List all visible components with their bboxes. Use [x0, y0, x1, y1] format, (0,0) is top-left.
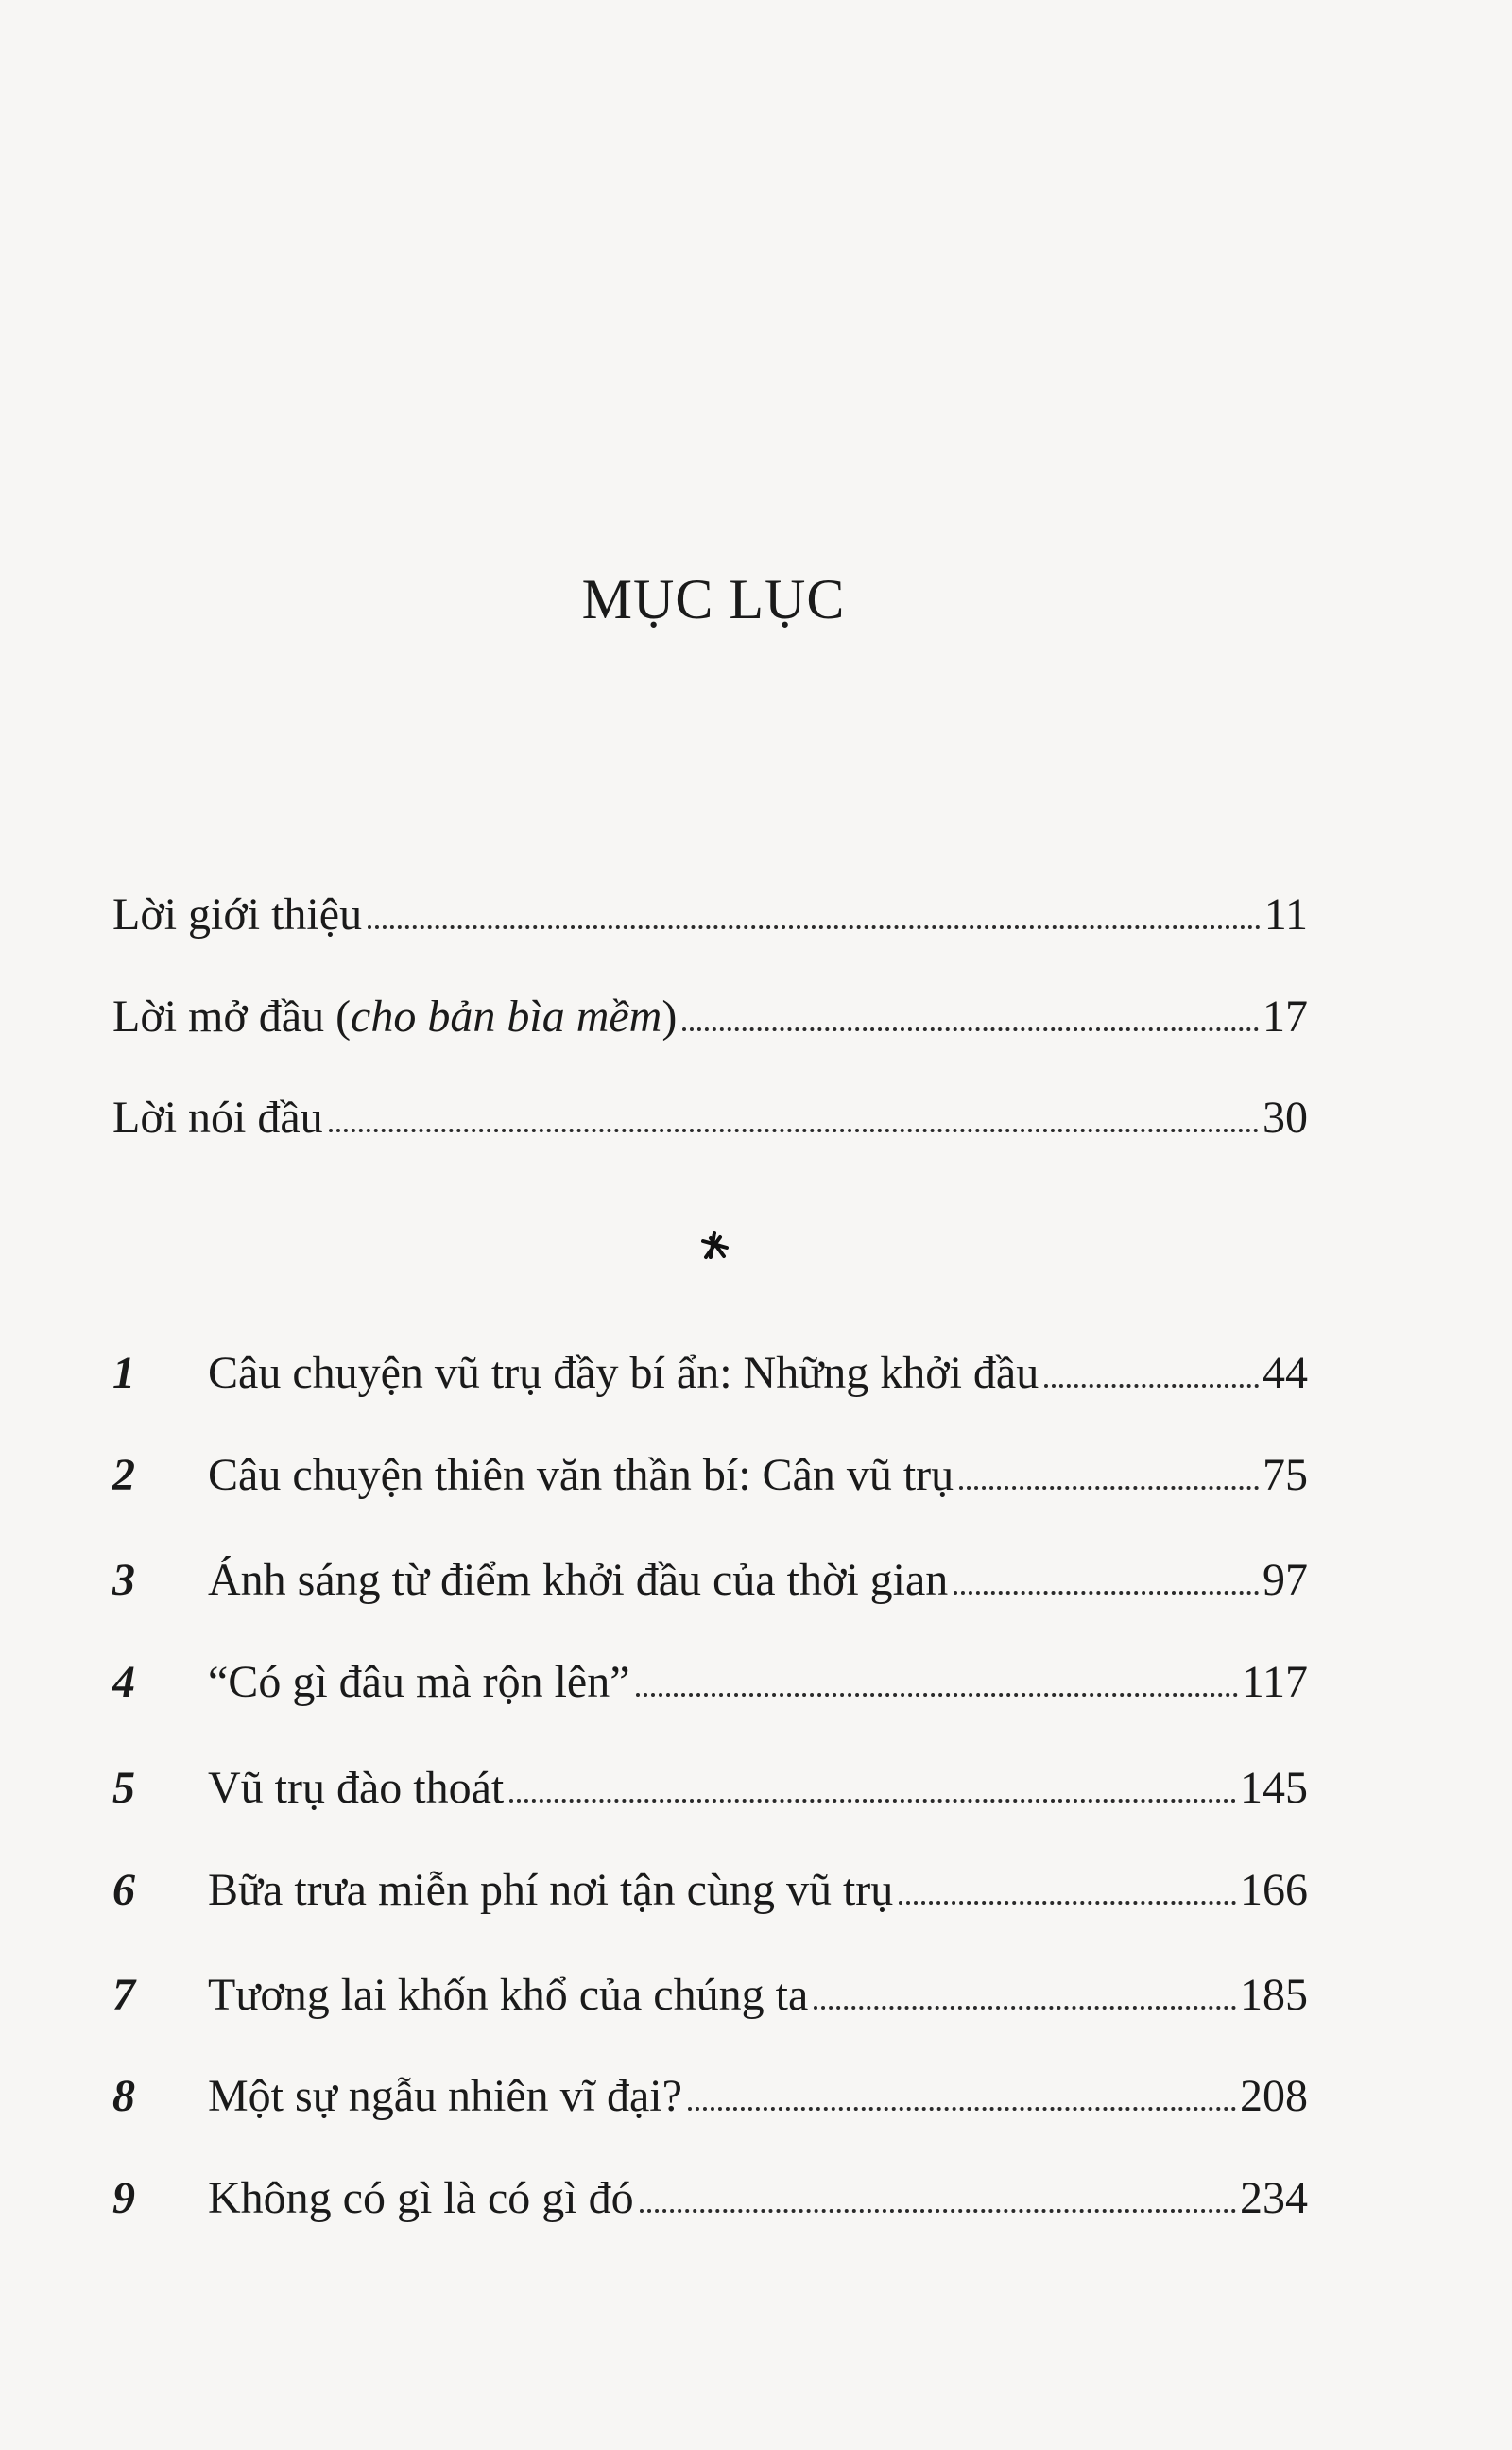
toc-entry-chapter[interactable]	[112, 1864, 1308, 1916]
entry-page: 208	[1240, 2071, 1308, 2121]
toc-entry-introduction[interactable]	[112, 889, 1308, 940]
chapter-number: 9	[112, 2173, 135, 2223]
entry-page: 145	[1240, 1763, 1308, 1813]
toc-entry-preface-paperback[interactable]	[112, 991, 1308, 1043]
page-title: MỤC LỤC	[581, 568, 846, 630]
entry-title: Một sự ngẫu nhiên vĩ đại?	[208, 2071, 682, 2121]
chapter-number: 6	[112, 1865, 135, 1915]
entry-title: Vũ trụ đào thoát	[208, 1763, 505, 1813]
dot-leader	[899, 1901, 1236, 1905]
entry-title: Không có gì là có gì đó	[208, 2173, 634, 2223]
chapter-number: 1	[112, 1348, 135, 1398]
dot-leader	[636, 1693, 1238, 1697]
chapter-number: 2	[112, 1450, 135, 1500]
entry-title-prefix: Lời mở đầu (	[112, 992, 352, 1042]
dot-leader	[688, 2107, 1236, 2111]
entry-page: 234	[1240, 2173, 1308, 2223]
toc-entry-chapter[interactable]	[112, 1554, 1308, 1606]
chapter-number: 7	[112, 1970, 135, 2020]
entry-page: 44	[1263, 1348, 1308, 1398]
dot-leader	[682, 1027, 1259, 1031]
star-icon	[697, 1229, 731, 1263]
chapter-number: 3	[112, 1555, 135, 1605]
dot-leader	[329, 1129, 1259, 1132]
entry-title: Lời nói đầu	[112, 1093, 323, 1143]
toc-entry-chapter[interactable]	[112, 2070, 1308, 2122]
toc-entry-chapter[interactable]	[112, 1656, 1308, 1708]
dot-leader	[640, 2209, 1236, 2213]
entry-title: Lời giới thiệu	[112, 889, 363, 940]
chapter-number: 5	[112, 1763, 135, 1813]
entry-title-italic: cho bản bìa mềm	[351, 992, 662, 1042]
toc-entry-chapter[interactable]	[112, 1762, 1308, 1814]
entry-page: 11	[1263, 889, 1308, 940]
dot-leader	[814, 2006, 1236, 2010]
entry-page: 117	[1241, 1657, 1308, 1707]
entry-title	[112, 991, 677, 1043]
dot-leader	[1044, 1384, 1259, 1388]
entry-title-suffix: )	[662, 992, 678, 1042]
entry-page: 97	[1263, 1555, 1308, 1605]
chapter-number: 4	[112, 1657, 135, 1707]
toc-entry-chapter[interactable]	[112, 1347, 1308, 1399]
entry-title: Tương lai khốn khổ của chúng ta	[208, 1970, 809, 2020]
entry-title: “Có gì đâu mà rộn lên”	[208, 1657, 630, 1707]
entry-title: Ánh sáng từ điểm khởi đầu của thời gian	[208, 1555, 949, 1605]
toc-entry-chapter[interactable]	[112, 1449, 1308, 1501]
entry-page: 185	[1240, 1970, 1308, 2020]
toc-entry-chapter[interactable]	[112, 2172, 1308, 2224]
dot-leader	[954, 1591, 1259, 1595]
entry-page: 75	[1263, 1450, 1308, 1500]
toc-entry-foreword[interactable]	[112, 1092, 1308, 1144]
entry-title: Bữa trưa miễn phí nơi tận cùng vũ trụ	[208, 1865, 894, 1915]
entry-page: 166	[1240, 1865, 1308, 1915]
dot-leader	[368, 925, 1261, 929]
chapter-number: 8	[112, 2071, 135, 2121]
dot-leader	[959, 1486, 1259, 1490]
entry-title: Câu chuyện vũ trụ đầy bí ẩn: Những khởi đầu	[208, 1348, 1040, 1398]
toc-entry-chapter[interactable]	[112, 1969, 1308, 2021]
entry-page: 17	[1263, 992, 1308, 1042]
entry-title: Câu chuyện thiên văn thần bí: Cân vũ trụ	[208, 1450, 954, 1500]
dot-leader	[509, 1799, 1236, 1803]
entry-page: 30	[1263, 1093, 1308, 1143]
